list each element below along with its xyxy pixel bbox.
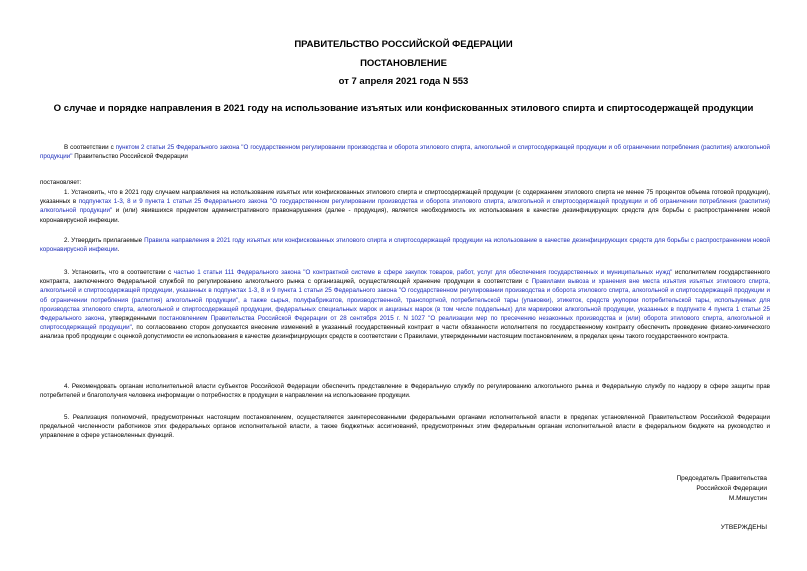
paragraph-2-text-end: . — [117, 246, 120, 254]
paragraph-2-text: 2. Утвердить прилагаемые — [64, 237, 145, 244]
preamble-text-start: В соответствии с — [64, 144, 116, 151]
paragraph-1 — [40, 188, 770, 225]
paragraph-1-text-end: и (или) явившихся предметом административного правонарушения (далее - продукция), является необходимость их использования в качестве дезинфицирующих средств для борьбы с распространением новой коронавирусной инфекции. — [40, 207, 770, 224]
signature-block — [676, 474, 767, 504]
document-title: О случае и порядке направления в 2021 году на использование изъятых или конфискованных этилового спирта и спиртосодержащей продукции — [53, 103, 754, 114]
preamble-text-end: Правительство Российской Федерации — [72, 153, 188, 161]
paragraph-3-resolution-link[interactable]: постановлением Правительства Российской Федерации от 28 сентября 2015 г. N 1027 "О реализации мер по пресечению незаконных производства и (или) оборота этилового спирта, алкогольной и спиртосодержащей продукции" — [40, 315, 771, 332]
preamble-paragraph — [40, 143, 770, 161]
preamble-law-link[interactable]: пунктом 2 статьи 25 Федерального закона "О государственном регулировании производства и оборота этилового спирта, алкогольной и спиртосодержащей продукции и об ограничении потребления (распития) алкогольной продукции" — [40, 144, 770, 161]
paragraph-3 — [40, 268, 770, 342]
paragraph-2 — [40, 236, 770, 254]
document-date-number: от 7 апреля 2021 года N 553 — [338, 76, 469, 87]
document-type-heading: ПОСТАНОВЛЕНИЕ — [360, 58, 447, 69]
paragraph-1-text: 1. Установить, что в 2021 году случаем направления на использование изъятых или конфискованных этилового спирта и спиртосодержащей продукции (с содержанием этилового спирта не менее 75 процентов объема готовой продукции), указанных в — [40, 189, 770, 206]
paragraph-1-law-link[interactable]: подпунктах 1-3, 8 и 9 пункта 1 статьи 25 Федерального закона "О государственном регулировании производства и оборота этилового спирта, алкогольной и спиртосодержащей продукции и об ограничении потребления (распития) алкогольной продукции" — [40, 198, 770, 215]
paragraph-3-text: 3. Установить, что в соответствии с — [64, 269, 174, 276]
paragraph-3-contract-law-link[interactable]: частью 1 статьи 111 Федерального закона "О контрактной системе в сфере закупок товаров, работ, услуг для обеспечения государственных и муниципальных нужд" — [173, 269, 673, 276]
paragraph-3-storage-rules-link[interactable]: Правилами вывоза и хранения вне места изъятия изъятых этилового спирта, алкогольной и спиртосодержащей продукции, указанных в подпунктах 1-3, 8 и 9 пункта 1 статьи 25 Федерального закона "О государственном регулировании производства и оборота этилового спирта, алкогольной и спиртосодержащей продукции и об ограничении потребления (распития) алкогольной продукции", а также сырья, полуфабрикатов, производственной, транспортной, потребительской тары (упаковки), этикеток, средств укупорки потребительской тары, используемых для производства этилового спирта, алкогольной и спиртосодержащей продукции, федеральных специальных марок и акцизных марок (в том числе поддельных) для маркировки алкогольной продукции, указанных в подпункте 4 пункта 1 статьи 25 Федерального закона — [40, 278, 770, 323]
paragraph-5: 5. Реализация полномочий, предусмотренных настоящим постановлением, осуществляется заинтересованными федеральными органами исполнительной власти в пределах установленной Правительством Российской Федерации предельной численности работников этих федеральных органов исполнительной власти, а также бюджетных ассигнований, предусмотренных этим федеральным органам исполнительной власти в федеральном бюджете на руководство и управление в сфере установленных функций. — [40, 414, 770, 440]
approved-label: УТВЕРЖДЕНЫ — [720, 524, 767, 531]
signature-organization: Российской Федерации — [696, 485, 767, 492]
paragraph-3-text-4: , по согласованию сторон допускается внесение изменений в указанный государственный контракт в части обязанности исполнителя по государственному контракту обеспечить проведение физико-химического анализа проб продукции с оценкой допустимости ее использования в качестве дезинфицирующих средств в соответствии с Правилами, утвержденными настоящим постановлением, в пределах цены такого государственного контракта. — [40, 324, 770, 341]
signature-name: М.Мишустин — [728, 495, 767, 502]
paragraph-3-text-3: , утвержденными — [104, 315, 160, 323]
paragraph-4: 4. Рекомендовать органам исполнительной власти субъектов Российской Федерации обеспечить представление в Федеральную службу по регулированию алкогольного рынка и Федеральную службу по надзору в сфере защиты прав потребителей и благополучия человека информации о потребностях в продукции в направлении на использование продукции. — [40, 383, 770, 400]
government-heading: ПРАВИТЕЛЬСТВО РОССИЙСКОЙ ФЕДЕРАЦИИ — [294, 39, 513, 50]
paragraph-2-rules-link[interactable]: Правила направления в 2021 году изъятых или конфискованных этилового спирта и спиртосодержащей продукции на использование в качестве дезинфицирующих средств для борьбы с распространением новой коронавирусной инфекции — [40, 237, 770, 254]
signature-position: Председатель Правительства — [676, 475, 767, 482]
decree-word: постановляет: — [40, 179, 82, 186]
paragraph-3-text-2: исполнителем государственного контракта, заключенного Федеральной службой по регулированию алкогольного рынка с организацией, осуществляющей хранение продукции в соответствии с — [40, 269, 770, 286]
